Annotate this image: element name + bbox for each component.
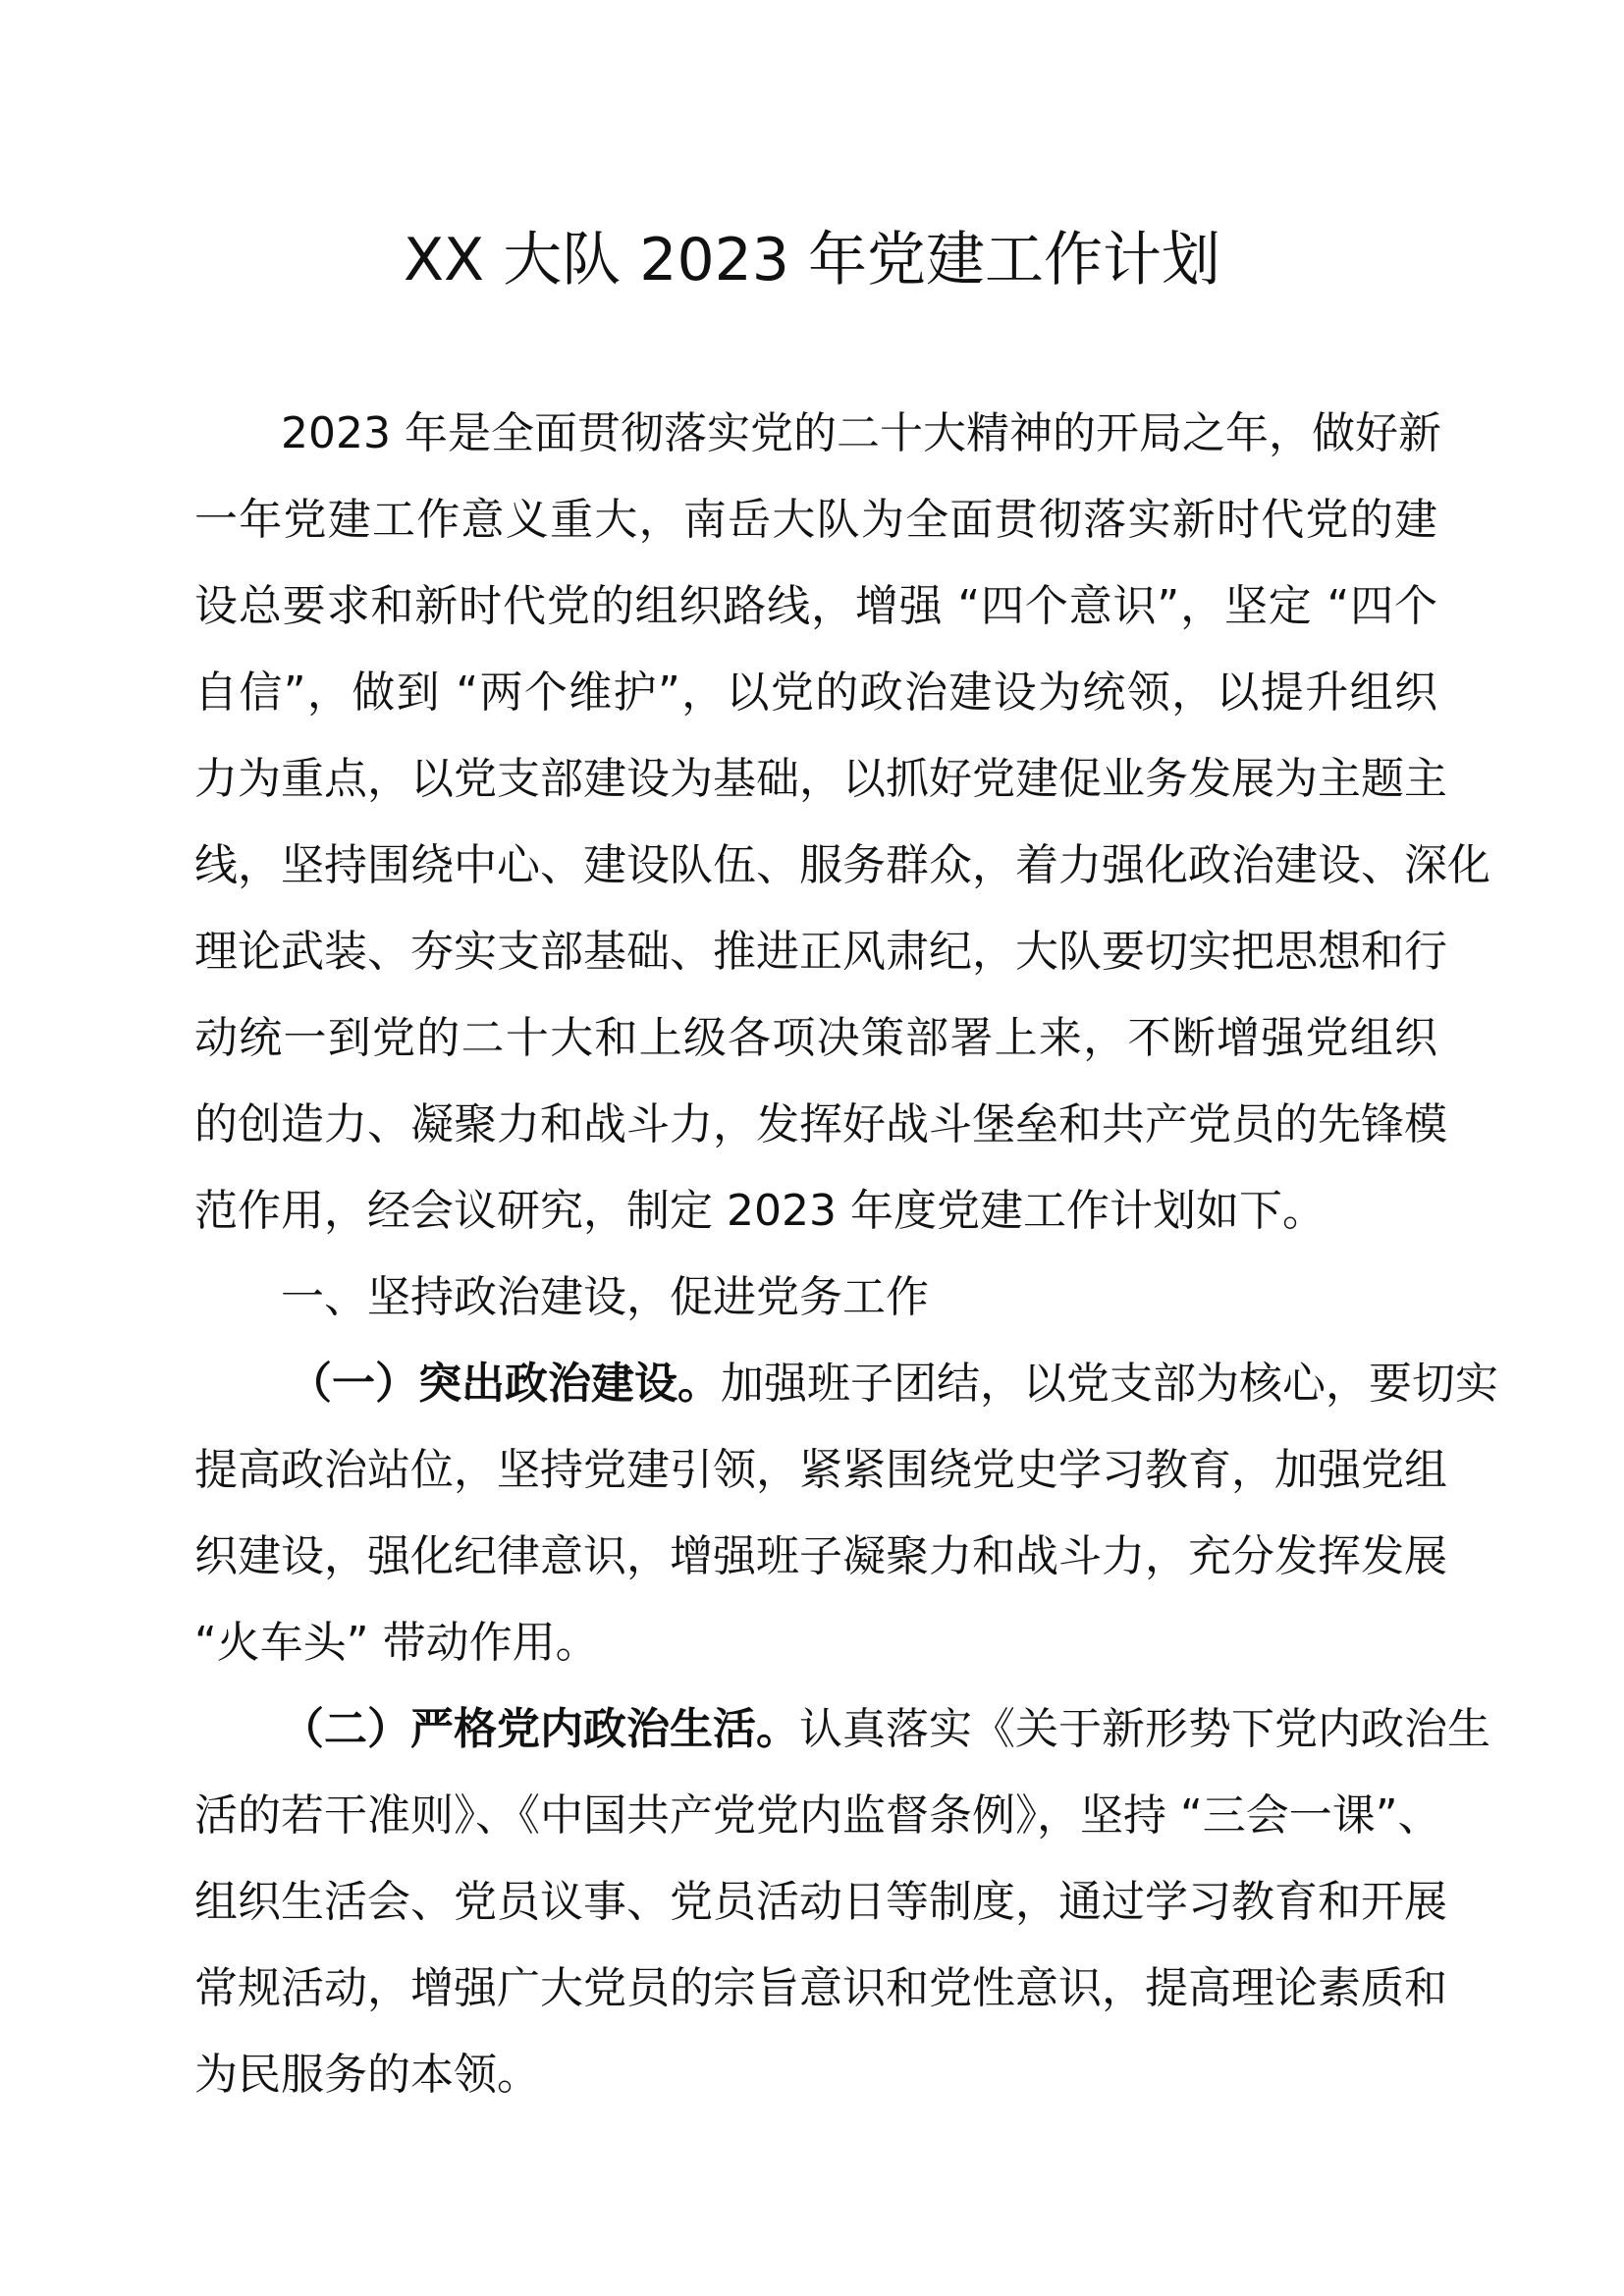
paragraph-line: 常规活动，增强广大党员的宗旨意识和党性意识，提高理论素质和 — [194, 1963, 1447, 2013]
item-1-first-rest: 加强班子团结，以党支部为核心，要切实 — [721, 1359, 1498, 1409]
paragraph-line: 织建设，强化纪律意识，增强班子凝聚力和战斗力，充分发挥发展 — [194, 1531, 1447, 1581]
section-heading: 一、坚持政治建设，促进党务工作 — [281, 1272, 929, 1322]
paragraph-line: 的创造力、凝聚力和战斗力，发挥好战斗堡垒和共产党员的先锋模 — [194, 1099, 1447, 1149]
paragraph-line: 线，坚持围绕中心、建设队伍、服务群众，着力强化政治建设、深化 — [194, 840, 1490, 890]
item-1-lead: （一）突出政治建设。 — [289, 1359, 721, 1409]
paragraph-line: 设总要求和新时代党的组织路线，增强 “四个意识”，坚定 “四个 — [194, 581, 1437, 631]
document-title: XX 大队 2023 年党建工作计划 — [403, 226, 1221, 294]
item-2-first-rest: 认真落实《关于新形势下党内政治生 — [799, 1704, 1490, 1754]
item-2-first-line — [194, 1686, 1490, 1773]
paragraph-line: 理论武装、夯实支部基础、推进正风肃纪，大队要切实把思想和行 — [194, 927, 1447, 977]
paragraph-line: “火车头” 带动作用。 — [194, 1618, 599, 1668]
paragraph-line: 范作用，经会议研究，制定 2023 年度党建工作计划如下。 — [194, 1186, 1326, 1236]
paragraph-line: 力为重点，以党支部建设为基础，以抓好党建促业务发展为主题主 — [194, 754, 1447, 804]
paragraph-line: 提高政治站位，坚持党建引领，紧紧围绕党史学习教育，加强党组 — [194, 1445, 1447, 1495]
paragraph-line: 2023 年是全面贯彻落实党的二十大精神的开局之年，做好新 — [281, 408, 1441, 458]
paragraph-line: 一年党建工作意义重大，南岳大队为全面贯彻落实新时代党的建 — [194, 495, 1437, 545]
paragraph-line: 动统一到党的二十大和上级各项决策部署上来，不断增强党组织 — [194, 1013, 1437, 1063]
paragraph-line: 活的若干准则》、《中国共产党党内监督条例》，坚持 “三会一课”、 — [194, 1790, 1441, 1841]
document-body — [194, 391, 1498, 2118]
paragraph-line: 为民服务的本领。 — [194, 2050, 540, 2100]
item-1-first-line — [194, 1341, 1498, 1427]
paragraph-line: 自信”，做到 “两个维护”，以党的政治建设为统领，以提升组织 — [194, 667, 1437, 718]
item-2-lead: （二）严格党内政治生活。 — [281, 1704, 799, 1754]
paragraph-line: 组织生活会、党员议事、党员活动日等制度，通过学习教育和开展 — [194, 1877, 1447, 1927]
